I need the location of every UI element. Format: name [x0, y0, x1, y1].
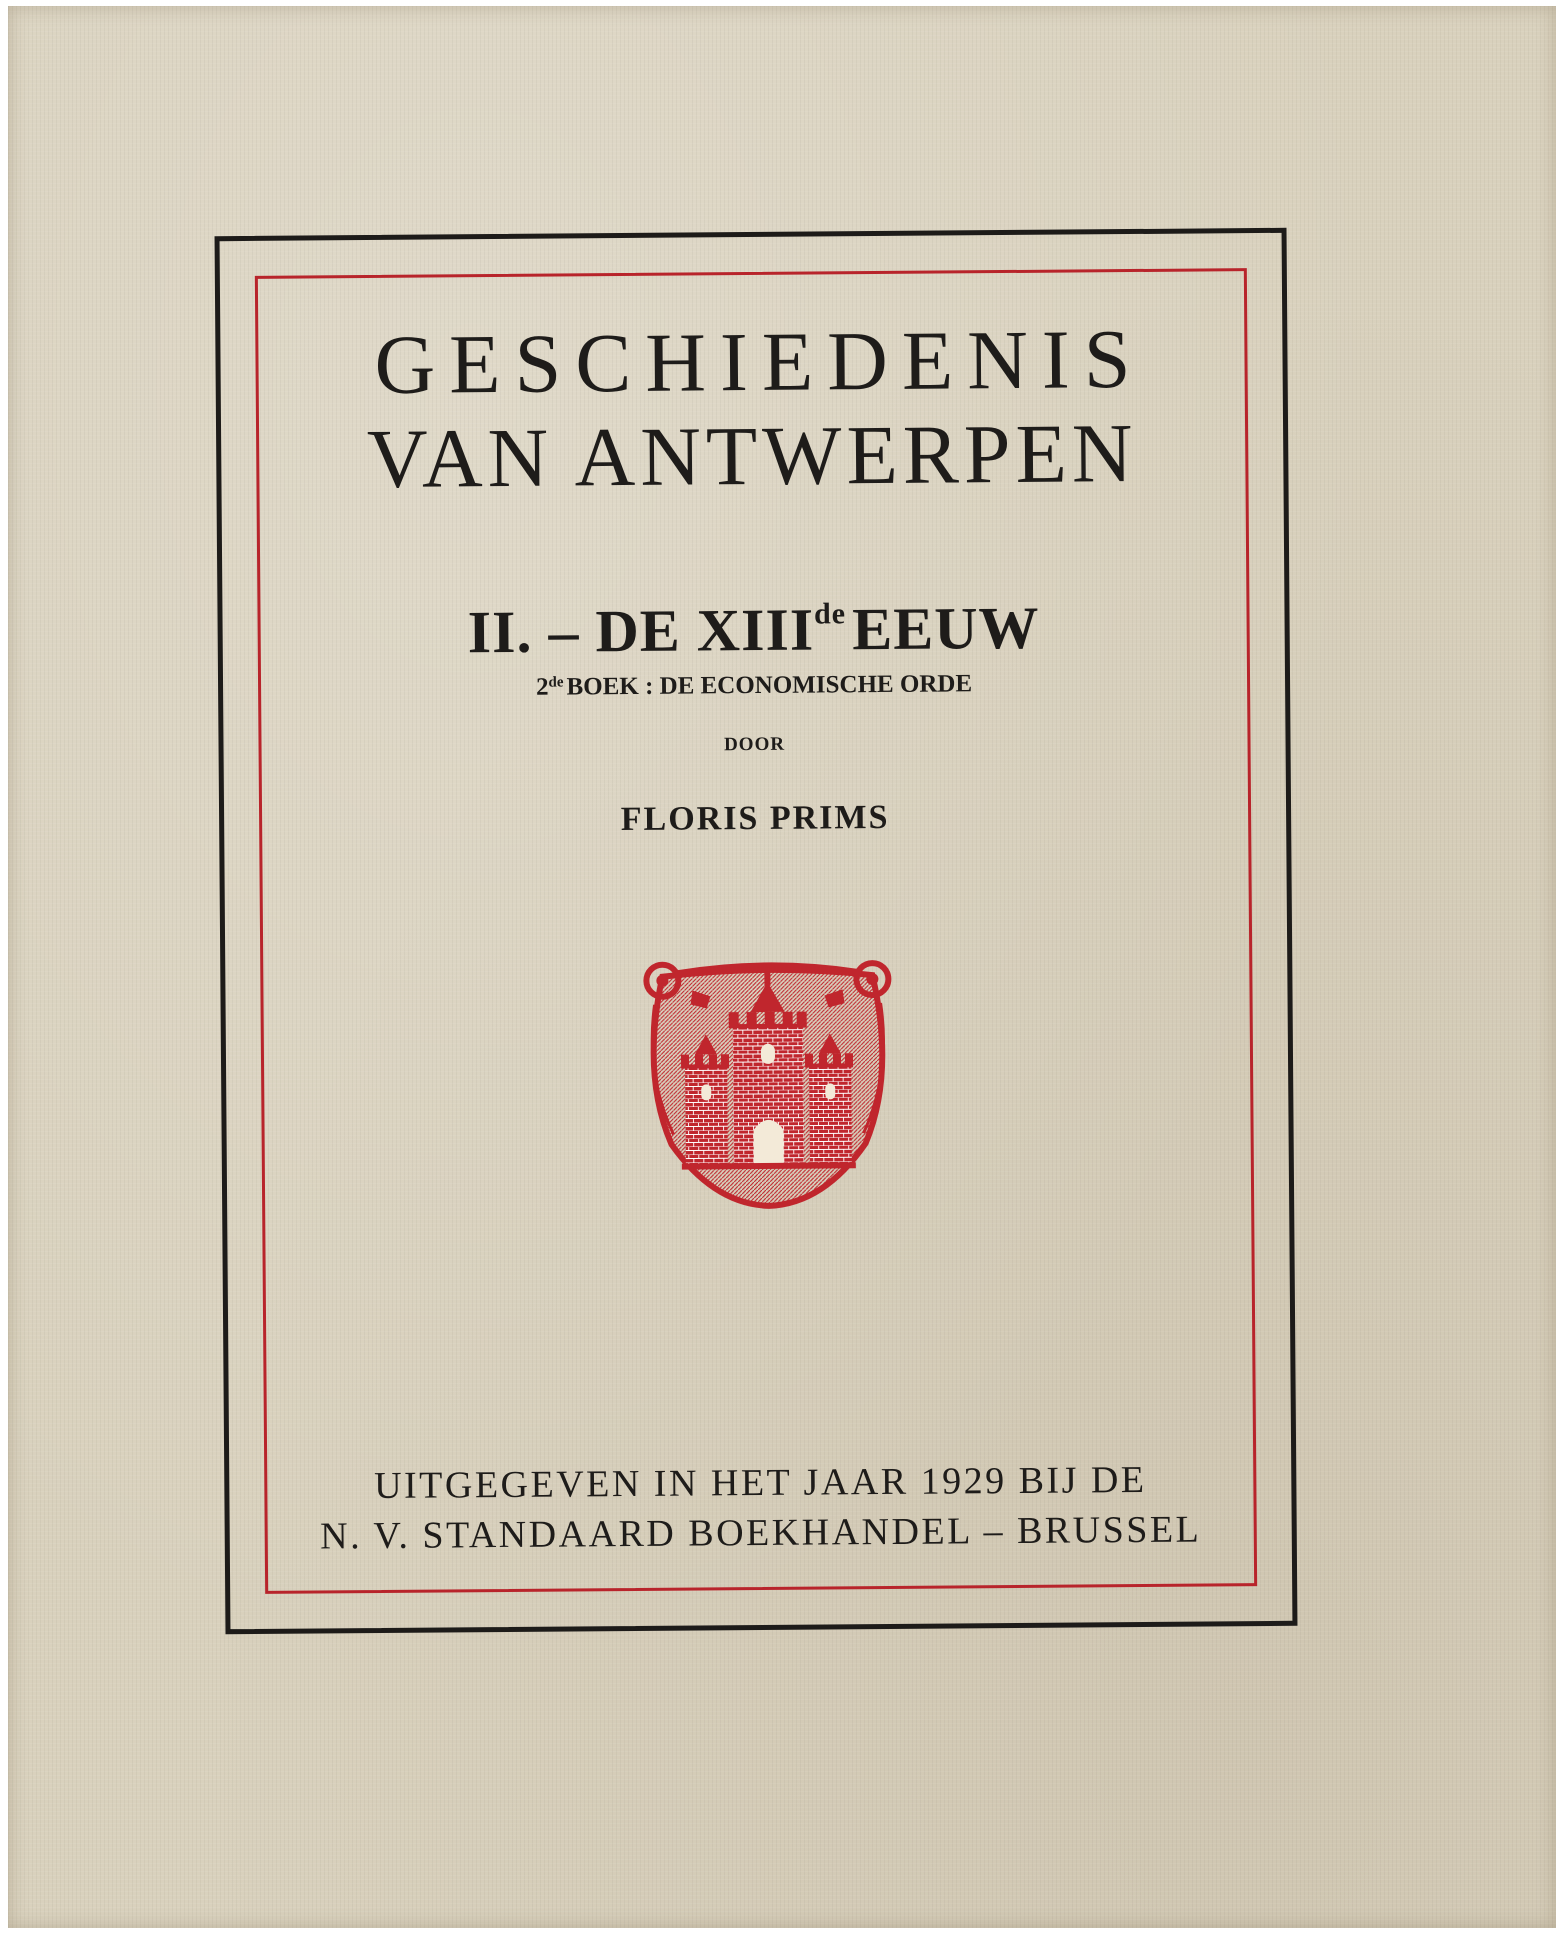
title-line-1: GESCHIEDENIS: [374, 312, 1145, 412]
author-name: FLORIS PRIMS: [620, 798, 890, 839]
subtitle-ordinal: 2: [535, 673, 549, 701]
subtitle-superscript: de: [548, 674, 564, 691]
volume-prefix: II. – DE XIII: [467, 596, 815, 666]
volume-suffix: EEUW: [851, 594, 1040, 663]
antwerp-castle-seal-icon: [632, 953, 904, 1215]
cover-content: [255, 268, 1257, 1594]
subtitle: [258, 662, 1250, 705]
title-line-2: VAN ANTWERPEN: [366, 406, 1138, 507]
by-label: DOOR: [723, 733, 786, 756]
publisher-line-2: N. V. STANDAARD BOEKHANDEL – BRUSSEL: [319, 1508, 1202, 1558]
volume-heading: [257, 578, 1250, 667]
volume-superscript: de: [813, 597, 847, 631]
subtitle-text: BOEK : DE ECONOMISCHE ORDE: [566, 670, 973, 701]
book-cover: [8, 6, 1556, 1928]
publisher-line-1: UITGEGEVEN IN HET JAAR 1929 BIJ DE: [373, 1458, 1147, 1508]
